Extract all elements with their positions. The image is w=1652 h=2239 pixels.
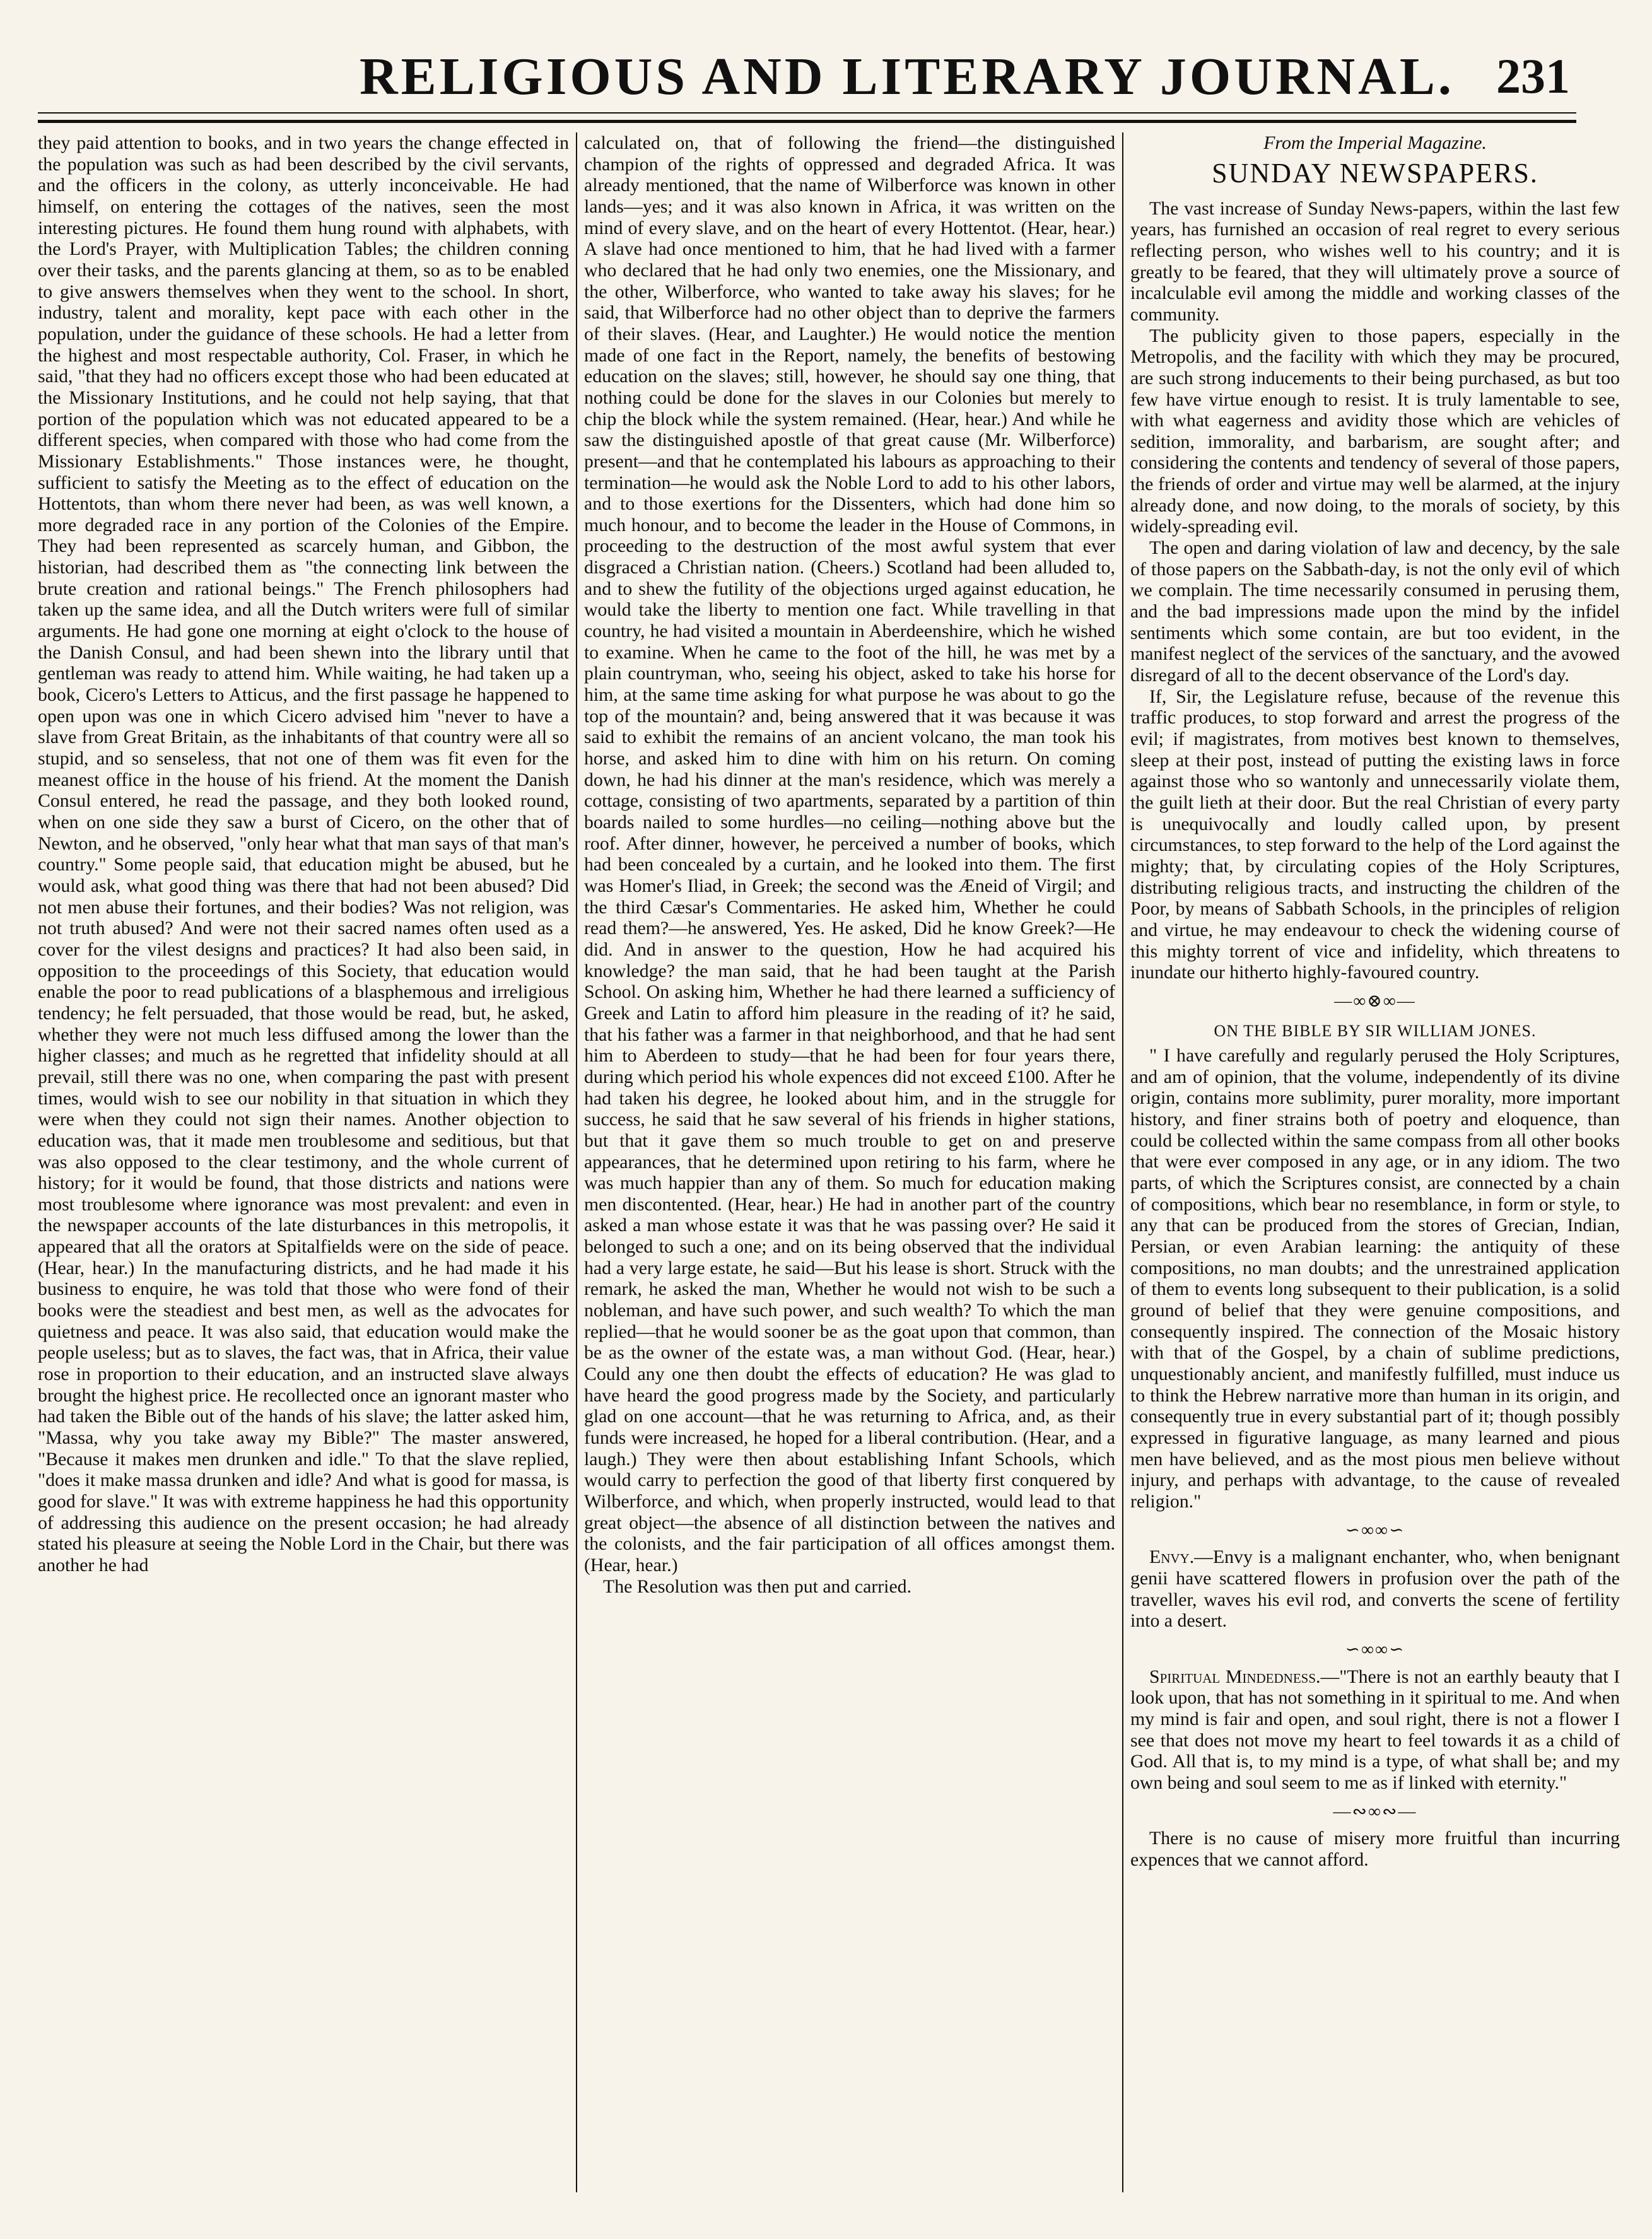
header-rule-thick bbox=[38, 120, 1576, 123]
left-column bbox=[38, 132, 569, 2199]
column-divider-right bbox=[1122, 132, 1123, 2192]
ornament-divider: —∞⊗∞— bbox=[1334, 991, 1416, 1011]
bible-heading: ON THE BIBLE BY SIR WILLIAM JONES. bbox=[1214, 1021, 1537, 1040]
header-rule-thin bbox=[38, 112, 1576, 114]
right-column bbox=[1130, 132, 1620, 2199]
page-number: 231 bbox=[1496, 49, 1570, 103]
envy-label: Envy. bbox=[1149, 1546, 1195, 1568]
sunday-paragraph: The open and daring violation of law and decency, by the sale of those papers on the Sabbath-day, is not the only evil of which we complain. The time necessarily consumed in perusing them, and the bad impressions made upon the mind by the infidel sentiments which some contain, are but too evident, in the manifest neglect of the services of the sanctuary, and the avowed disregard of all to the decent observance of the Lord's day. bbox=[1130, 537, 1620, 686]
middle-column-paragraph: calculated on, that of following the friend—the distinguished champion of the rights of oppressed and degraded Africa. It was already mentioned, that the name of Wilberforce was known in other lands—yes; and it was also known in Africa, it was written on the mind of every slave, and on the heart of every Hottentot. (Hear, hear.) A slave had once mentioned to him, that he had lived with a farmer who declared that he had only two enemies, one the Missionary, and the other, Wilberforce, who wanted to take away his slaves; for he said, that Wilberforce had no other object than to deprive the farmers of their slaves. (Hear, and Laughter.) He would notice the mention made of one fact in the Report, namely, the benefits of bestowing education on the slaves; still, however, he should say one thing, that nothing could be done for the slaves in our Colonies but merely to chip the block while the system remained. (Hear, hear.) And while he saw the distinguished apostle of that great cause (Mr. Wilberforce) present—and that he contemplated his labours as approaching to their termination—he would ask the Noble Lord to add to his other labors, and to those exertions for the Dissenters, which had done him so much honour, and to become the leader in the House of Commons, in proceeding to the destruction of the most awful system that ever disgraced a Christian nation. (Cheers.) Scotland had been alluded to, and to shew the futility of the objections urged against education, he would take the liberty to mention one fact. While travelling in that country, he had visited a mountain in Aberdeenshire, which he wished to examine. When he came to the foot of the hill, he was met by a plain countryman, who, seeing his object, asked to take his horse for him, at the same time asking for what purpose he was about to go the top of the mountain? and, being answered that it was because it was said to exhibit the remains of an ancient volcano, the man took his horse, and asked him to dine with him on his return. On coming down, he had his dinner at the man's residence, which was merely a cottage, consisting of two apartments, separated by a partition of thin boards nailed to some hurdles—no ceiling—nothing above but the roof. After dinner, however, he perceived a number of books, which had been concealed by a curtain, and he looked into them. The first was Homer's Iliad, in Greek; the second was the Æneid of Virgil; and the third Cæsar's Commentaries. He asked him, Whether he could read them?—he answered, Yes. He asked, Did he know Greek?—He did. And in answer to the question, How he had acquired his knowledge? the man said, that he had been taught at the Parish School. On asking him, Whether he had there learned a sufficiency of Greek and Latin to afford him pleasure in the reading of it? he said, that his father was a farmer in that neighborhood, and that he had sent him to Aberdeen to study—that he had been for four years there, during which period his whole expences did not exceed £100. After he had taken his degree, he looked about him, and in the struggle for success, he said that he saw several of his friends in higher stations, but that it gave them so much trouble to get on and preserve appearances, that he determined upon retiring to his farm, where he was much happier than any of them. So much for education making men discontented. (Hear, hear.) He had in another part of the country asked a man whose estate it was that he was passing over? He said it belonged to such a one; and on its being observed that the individual had a very large estate, he said—But his lease is short. Struck with the remark, he asked the man, Whether he would not wish to be such a nobleman, and have such power, and such wealth? To which the man replied—that he would sooner be as the goat upon that common, than be as the owner of the estate was, a man without God. (Hear, hear.) Could any one then doubt the effects of education? He was glad to have heard the good progress made by the Society, and particularly glad on one account—that he was returning to Africa, and, as their funds were increased, he hoped for a liberal contribution. (Hear, and a laugh.) They were then about establishing Infant Schools, which would carry to perfection the good of that liberty first conquered by Wilberforce, and which, when properly instructed, would lead to that great object—the absence of all distinction between the natives and the colonists, and the fair participation of all offices amongst them. (Hear, hear.) bbox=[584, 132, 1115, 1575]
envy-paragraph bbox=[1130, 1546, 1620, 1632]
page-header bbox=[32, 0, 1576, 104]
left-column-paragraph: they paid attention to books, and in two years the change effected in the population was such as had been described by the civil servants, and the officers in the colony, as utterly inconceivable. He had himself, on entering the cottages of the natives, seen the most interesting pictures. He found them hung round with alphabets, with the Lord's Prayer, with Multiplication Tables; the children conning over their tasks, and the parents glancing at them, so as to be enabled to give answers themselves when they went to the school. In short, industry, talent and morality, kept pace with each other in the population, under the guidance of these schools. He had a letter from the highest and most respectable authority, Col. Fraser, in which he said, "that they had no officers except those who had been educated at the Missionary Institutions, and he could not help saying, that that portion of the population which was not educated appeared to be a different species, when compared with those who had come from the Missionary Establishments." Those instances were, he thought, sufficient to satisfy the Meeting as to the effect of education on the Hottentots, than whom there never had been, as was well known, a more degraded race in any portion of the Colonies of the Empire. They had been represented as scarcely human, and Gibbon, the historian, had described them as "the connecting link between the brute creation and rational beings." The French philosophers had taken up the same idea, and all the Dutch writers were full of similar arguments. He had gone one morning at eight o'clock to the house of the Danish Consul, and had been shewn into the library until that gentleman was ready to attend him. While waiting, he had taken up a book, Cicero's Letters to Atticus, and the first passage he happened to open upon was one in which Cicero advised him "never to have a slave from Great Britain, as the inhabitants of that country were all so stupid, and so senseless, that not one of them was fit even for the meanest office in the house of his friend. At the moment the Danish Consul entered, he read the passage, and they both looked round, when on one side they saw a burst of Cicero, on the other that of Newton, and he observed, "only hear what that man says of that man's country." Some people said, that education might be abused, but he would ask, what good thing was there that had not been abused? Did not men abuse their fortunes, and their bodies? Was not religion, was not truth abused? And were not their sacred names often used as a cover for the vilest designs and practices? It had also been said, in opposition to the proceedings of this Society, that education would enable the poor to read publications of a blasphemous and irreligious tendency; he felt persuaded, that those would be read, but, he asked, whether they were not much less diffused among the lower than the higher classes; and much as he regretted that infidelity should at all prevail, still there was no one, when comparing the past with present times, would wish to see our nobility in that situation in which they were when they could not sign their names. Another objection to education was, that it made men troublesome and seditious, but that was also opposed to the clear testimony, and the whole current of history; for it would be found, that those districts and nations were most troublesome where ignorance was most prevalent: and even in the newspaper accounts of the late disturbances in this metropolis, it appeared that all the orators at Spitalfields were on the side of peace. (Hear, hear.) In the manufacturing districts, and he had made it his business to enquire, he was told that those who were fond of their books were the steadiest and best men, as well as the advocates for quietness and peace. It was also said, that education would make the people useless; but as to slaves, the fact was, that in Africa, their value rose in proportion to their education, and an instructed slave always brought the highest price. He recollected once an ignorant master who had taken the Bible out of the hands of his slave; the latter asked him, "Massa, why you take away my Bible?" The master answered, "Because it makes men drunken and idle." To that the slave replied, "does it make massa drunken and idle? And what is good for massa, is good for slave." It was with extreme happiness he had this opportunity of addressing this audience on the present occasion; he had already stated his pleasure at seeing the Noble Lord in the Chair, but there was another he had bbox=[38, 132, 569, 1575]
ornament-divider: ∽∞∞∽ bbox=[1345, 1520, 1405, 1540]
sunday-paragraph: The publicity given to those papers, especially in the Metropolis, and the facility with which they may be procured, are such strong inducements to their being purchased, as but too few have virtue enough to resist. It is truly lamentable to see, with what eagerness and avidity those which are vehicles of sedition, immorality, and barbarism, are sought after; and considering the contents and tendency of several of those papers, the friends of order and virtue may well be alarmed, at the injury already done, and now doing, to the morals of society, by this widely-spreading evil. bbox=[1130, 325, 1620, 537]
spiritual-paragraph bbox=[1130, 1666, 1620, 1794]
sunday-paragraph: The vast increase of Sunday News-papers, within the last few years, has furnished an occasion of real regret to every serious reflecting person, who wishes well to his country; and it is greatly to be feared, that they will ultimately prove a source of incalculable evil among the middle and working classes of the community. bbox=[1130, 197, 1620, 325]
resolution-line: The Resolution was then put and carried. bbox=[603, 1575, 912, 1597]
envy-text: —Envy is a malignant enchanter, who, when benignant genii have scattered flowers in profusion over the path of the traveller, waves his evil rod, and converts the scene of fertility into a desert. bbox=[1130, 1546, 1620, 1632]
column-divider-left bbox=[576, 132, 577, 2192]
closing-line: There is no cause of misery more fruitful than incurring expences that we cannot afford. bbox=[1130, 1828, 1620, 1871]
bible-paragraph: " I have carefully and regularly perused the Holy Scriptures, and am of opinion, that the volume, independently of its divine origin, contains more sublimity, purer morality, more important history, and finer strains both of poetry and eloquence, than could be collected within the same compass from all other books that were ever composed in any age, or in any idiom. The two parts, of which the Scriptures consist, are connected by a chain of compositions, which bear no resemblance, in form or style, to any that can be produced from the stores of Grecian, Indian, Persian, or even Arabian learning: the antiquity of these compositions, no man doubts; and the unrestrained application of them to events long subsequent to their publication, is a solid ground of belief that they were genuine compositions, and consequently inspired. The connection of the Mosaic history with that of the Gospel, by a chain of sublime predictions, unquestionably ancient, and manifestly fulfilled, must induce us to think the Hebrew narrative more than human in its origin, and consequently true in every substantial part of it; though possibly expressed in figurative language, as many learned and pious men have believed, and as the most pious men believe without injury, and perhaps with advantage, to the cause of revealed religion." bbox=[1130, 1045, 1620, 1512]
three-column-layout bbox=[38, 132, 1620, 2199]
source-line: From the Imperial Magazine. bbox=[1263, 132, 1487, 153]
ornament-divider: —∾∞∾— bbox=[1333, 1801, 1417, 1821]
middle-column bbox=[584, 132, 1115, 2199]
running-title: RELIGIOUS AND LITERARY JOURNAL. bbox=[360, 47, 1455, 106]
sunday-paragraph: If, Sir, the Legislature refuse, because of the revenue this traffic produces, to stop forward and arrest the progress of the evil; if magistrates, from motives best known to themselves, sleep at their post, instead of putting the existing laws in force against those who so wantonly and unnecessarily violate them, the guilt lieth at their door. But the real Christian of every party is unequivocally and loudly called upon, by present circumstances, to step forward to the help of the Lord against the mighty; that, by circulating copies of the Holy Scriptures, distributing religious tracts, and instructing the children of the Poor, by means of Sabbath Schools, in the principles of religion and virtue, he may endeavour to check the widening course of this mighty torrent of vice and infidelity, which threatens to inundate our hitherto highly-favoured country. bbox=[1130, 686, 1620, 983]
ornament-divider: ∽∞∞∽ bbox=[1345, 1639, 1405, 1659]
spiritual-text: —"There is not an earthly beauty that I look upon, that has not something in it spiritual to me. And when my mind is fair and open, and soul right, there is not a flower I see that does not move my heart to feel towards it as a child of God. All that is, to my mind is a type, of what shall be; and my own being and soul seem to me as if linked with eternity." bbox=[1130, 1666, 1620, 1793]
spiritual-label: Spiritual Mindedness. bbox=[1149, 1666, 1321, 1687]
section-title: SUNDAY NEWSPAPERS. bbox=[1212, 157, 1538, 189]
